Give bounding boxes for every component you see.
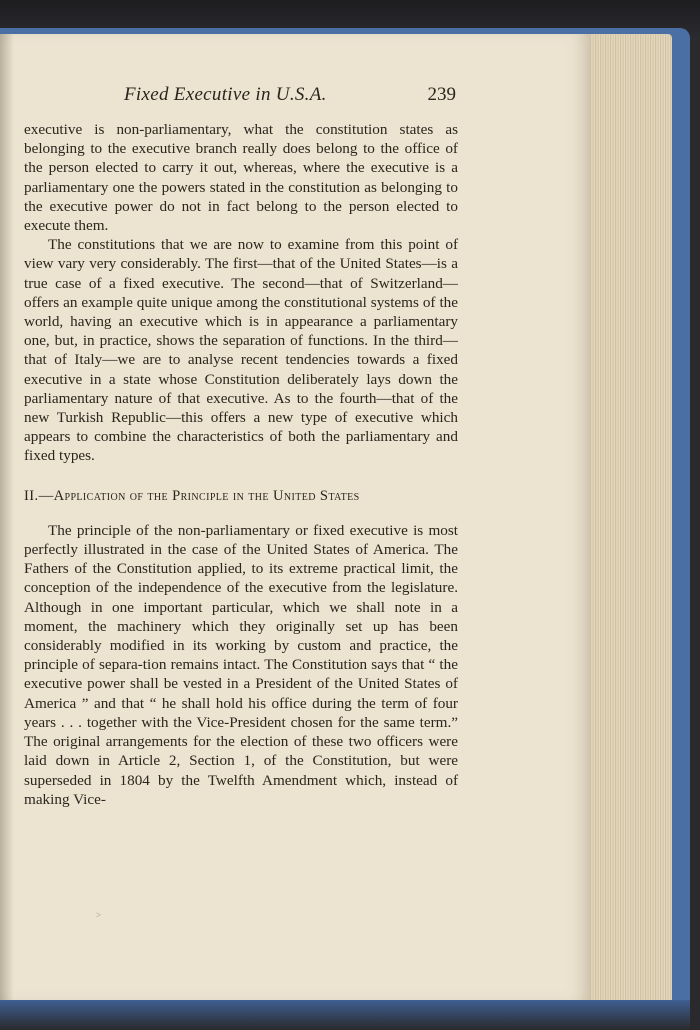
section-heading bbox=[24, 487, 458, 506]
section-title: Application of the Principle in the United States bbox=[53, 487, 360, 504]
section-number: II.— bbox=[24, 487, 54, 504]
running-title: Fixed Executive in U.S.A. bbox=[124, 84, 327, 105]
stray-mark: > bbox=[96, 910, 102, 920]
page-header bbox=[24, 84, 458, 112]
paragraph-2: The constitutions that we are now to examine from this point of view vary very considerably. The first—that of the United States—is a true case of a fixed executive. The second—that of Switzerland—offers an example quite unique among the constitutional systems of the world, having an executive which is in appearance a parliamentary one, but, in practice, shows the separation of functions. In the third—that of Italy—we are to analyse recent tendencies towards a fixed executive in a state whose Constitution deliberately lays down the parliamentary nature of that executive. As to the fourth—that of the new Turkish Republic—this offers a new type of executive which appears to combine the characteristics of both the parliamentary and fixed types. bbox=[24, 236, 458, 465]
body-text bbox=[24, 120, 458, 809]
page-number: 239 bbox=[427, 84, 456, 105]
cover-bottom-edge bbox=[0, 1000, 690, 1030]
spine-shadow bbox=[0, 34, 14, 1000]
page-edges bbox=[580, 34, 672, 1006]
paragraph-3: The principle of the non-parliamentary or fixed executive is most perfectly illustrated in the case of the United States of America. The Fathers of the Constitution applied, to its extreme practical limit, the conception of the independence of the executive from the legislature. Although in one important particular, which we shall note in a moment, the machinery which they originally set up has been considerably modified in its working by custom and practice, the principle of separa-tion remains intact. The Constitution says that “ the executive power shall be vested in a President of the United States of America ” and that “ he shall hold his office during the term of four years . . . together with the Vice-President chosen for the same term.” The original arrangements for the election of these two officers were laid down in Article 2, Section 1, of the Constitution, but were superseded in 1804 by the Twelfth Amendment which, instead of making Vice- bbox=[24, 521, 458, 808]
paragraph-1: executive is non-parliamentary, what the constitution states as belonging to the executive branch really does belong to the office of the person elected to carry it out, whereas, where the executive is a parliamentary one the powers stated in the constitution as belonging to the executive power do not in fact belong to the person elected to execute them. bbox=[24, 121, 458, 235]
